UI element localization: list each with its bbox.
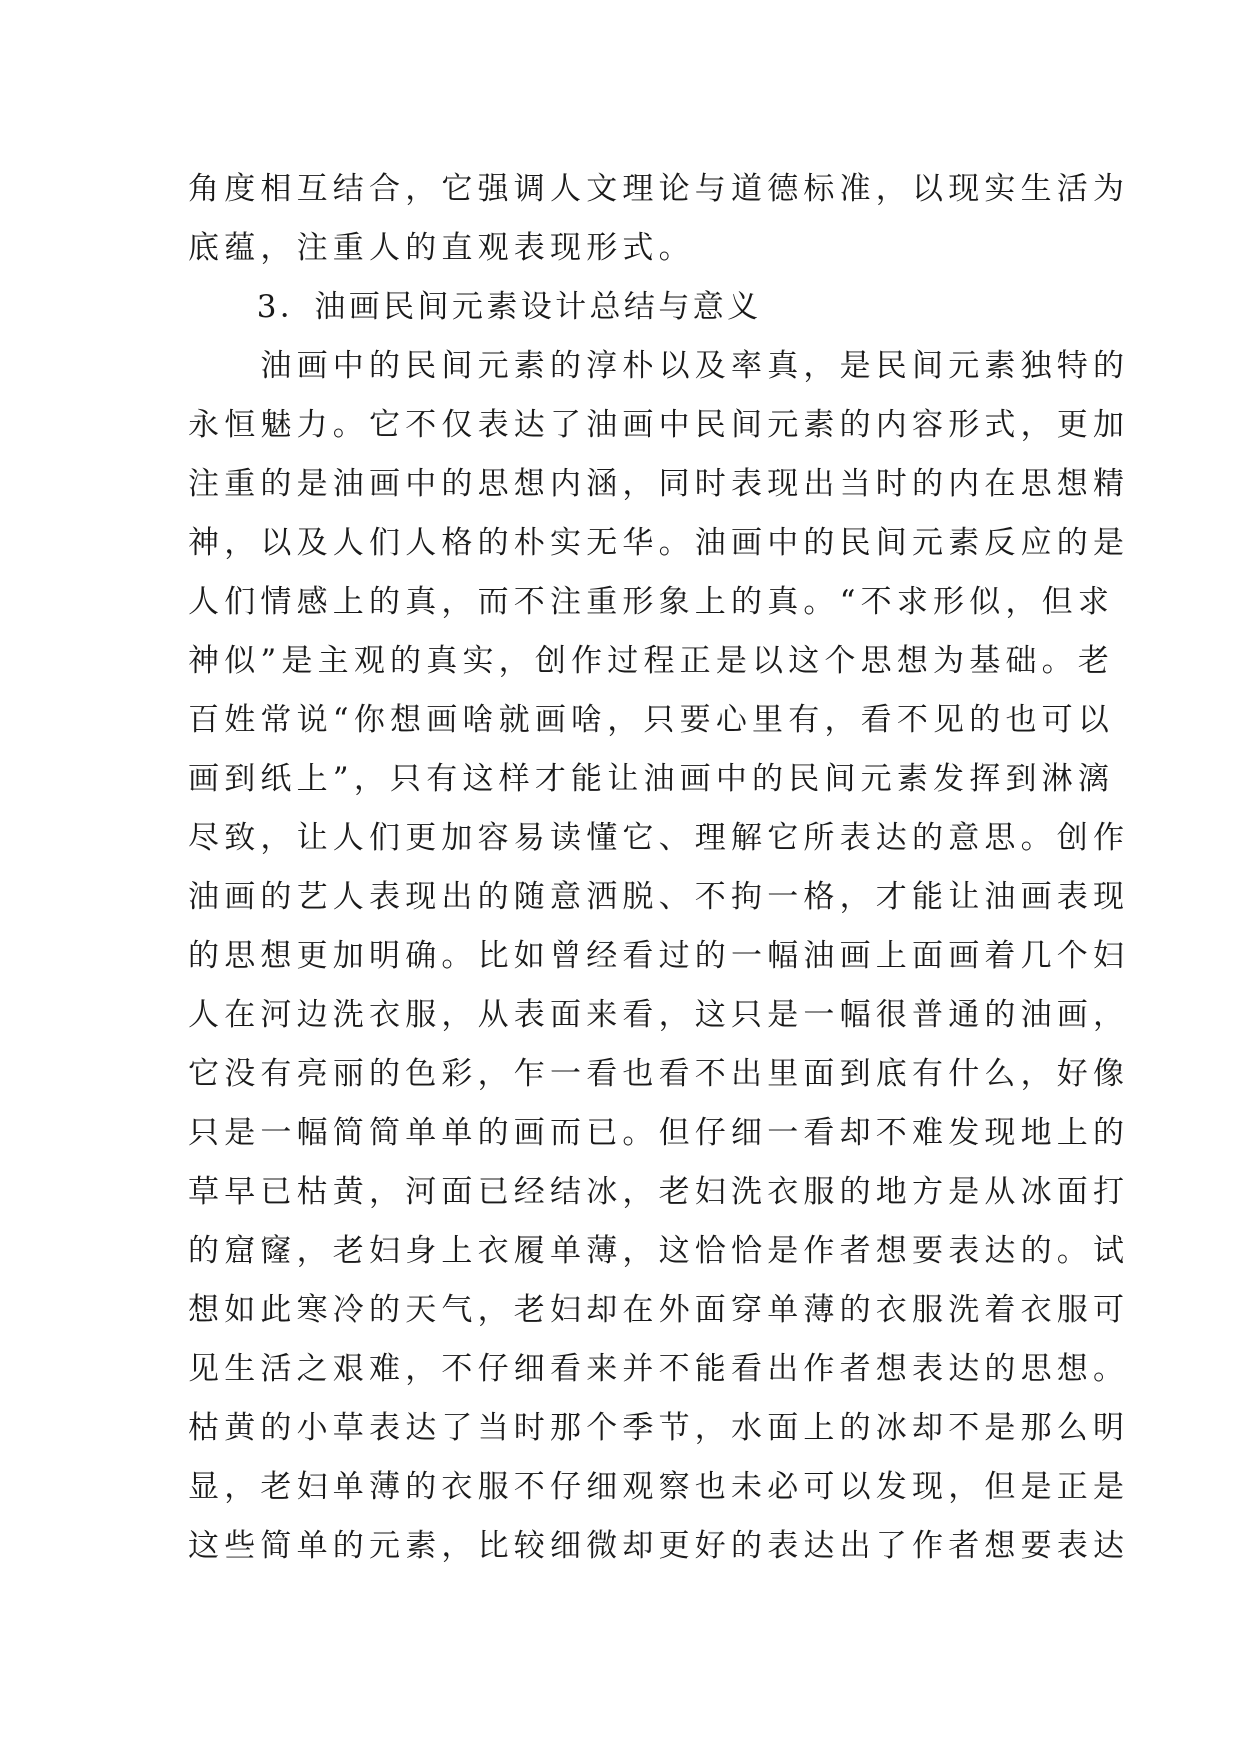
text-line: 油画的艺人表现出的随意洒脱、不拘一格，才能让油画表现 [188,879,1130,915]
text-line: 想如此寒冷的天气，老妇却在外面穿单薄的衣服洗着衣服可 [188,1292,1130,1328]
text-line: 枯黄的小草表达了当时那个季节，水面上的冰却不是那么明 [188,1410,1130,1446]
body-text [188,160,1130,1576]
text-line: 百姓常说“你想画啥就画啥，只要心里有，看不见的也可以 [188,702,1115,738]
text-line: 油画中的民间元素的淳朴以及率真，是民间元素独特的 [188,348,1130,384]
text-line: 人在河边洗衣服，从表面来看，这只是一幅很普通的油画， [188,997,1130,1033]
section-heading: 3．油画民间元素设计总结与意义 [188,289,762,325]
text-line: 角度相互结合，它强调人文理论与道德标准，以现实生活为 [188,171,1130,207]
text-line: 的思想更加明确。比如曾经看过的一幅油画上面画着几个妇 [188,938,1130,974]
text-line: 这些简单的元素，比较细微却更好的表达出了作者想要表达 [188,1528,1130,1564]
text-line: 尽致，让人们更加容易读懂它、理解它所表达的意思。创作 [188,820,1130,856]
text-line: 底蕴，注重人的直观表现形式。 [188,230,695,266]
text-line: 见生活之艰难，不仔细看来并不能看出作者想表达的思想。 [188,1351,1130,1387]
text-line: 草早已枯黄，河面已经结冰，老妇洗衣服的地方是从冰面打 [188,1174,1130,1210]
text-line: 人们情感上的真，而不注重形象上的真。“不求形似，但求 [188,584,1115,620]
text-line: 它没有亮丽的色彩，乍一看也看不出里面到底有什么，好像 [188,1056,1130,1092]
text-line: 神似”是主观的真实，创作过程正是以这个思想为基础。老 [188,643,1115,679]
text-line: 只是一幅简简单单的画而已。但仔细一看却不难发现地上的 [188,1115,1130,1151]
text-line: 永恒魅力。它不仅表达了油画中民间元素的内容形式，更加 [188,407,1130,443]
text-line: 神，以及人们人格的朴实无华。油画中的民间元素反应的是 [188,525,1130,561]
text-line: 注重的是油画中的思想内涵，同时表现出当时的内在思想精 [188,466,1130,502]
text-line: 显，老妇单薄的衣服不仔细观察也未必可以发现，但是正是 [188,1469,1130,1505]
text-line: 的窟窿，老妇身上衣履单薄，这恰恰是作者想要表达的。试 [188,1233,1130,1269]
text-line: 画到纸上”，只有这样才能让油画中的民间元素发挥到淋漓 [188,761,1115,797]
